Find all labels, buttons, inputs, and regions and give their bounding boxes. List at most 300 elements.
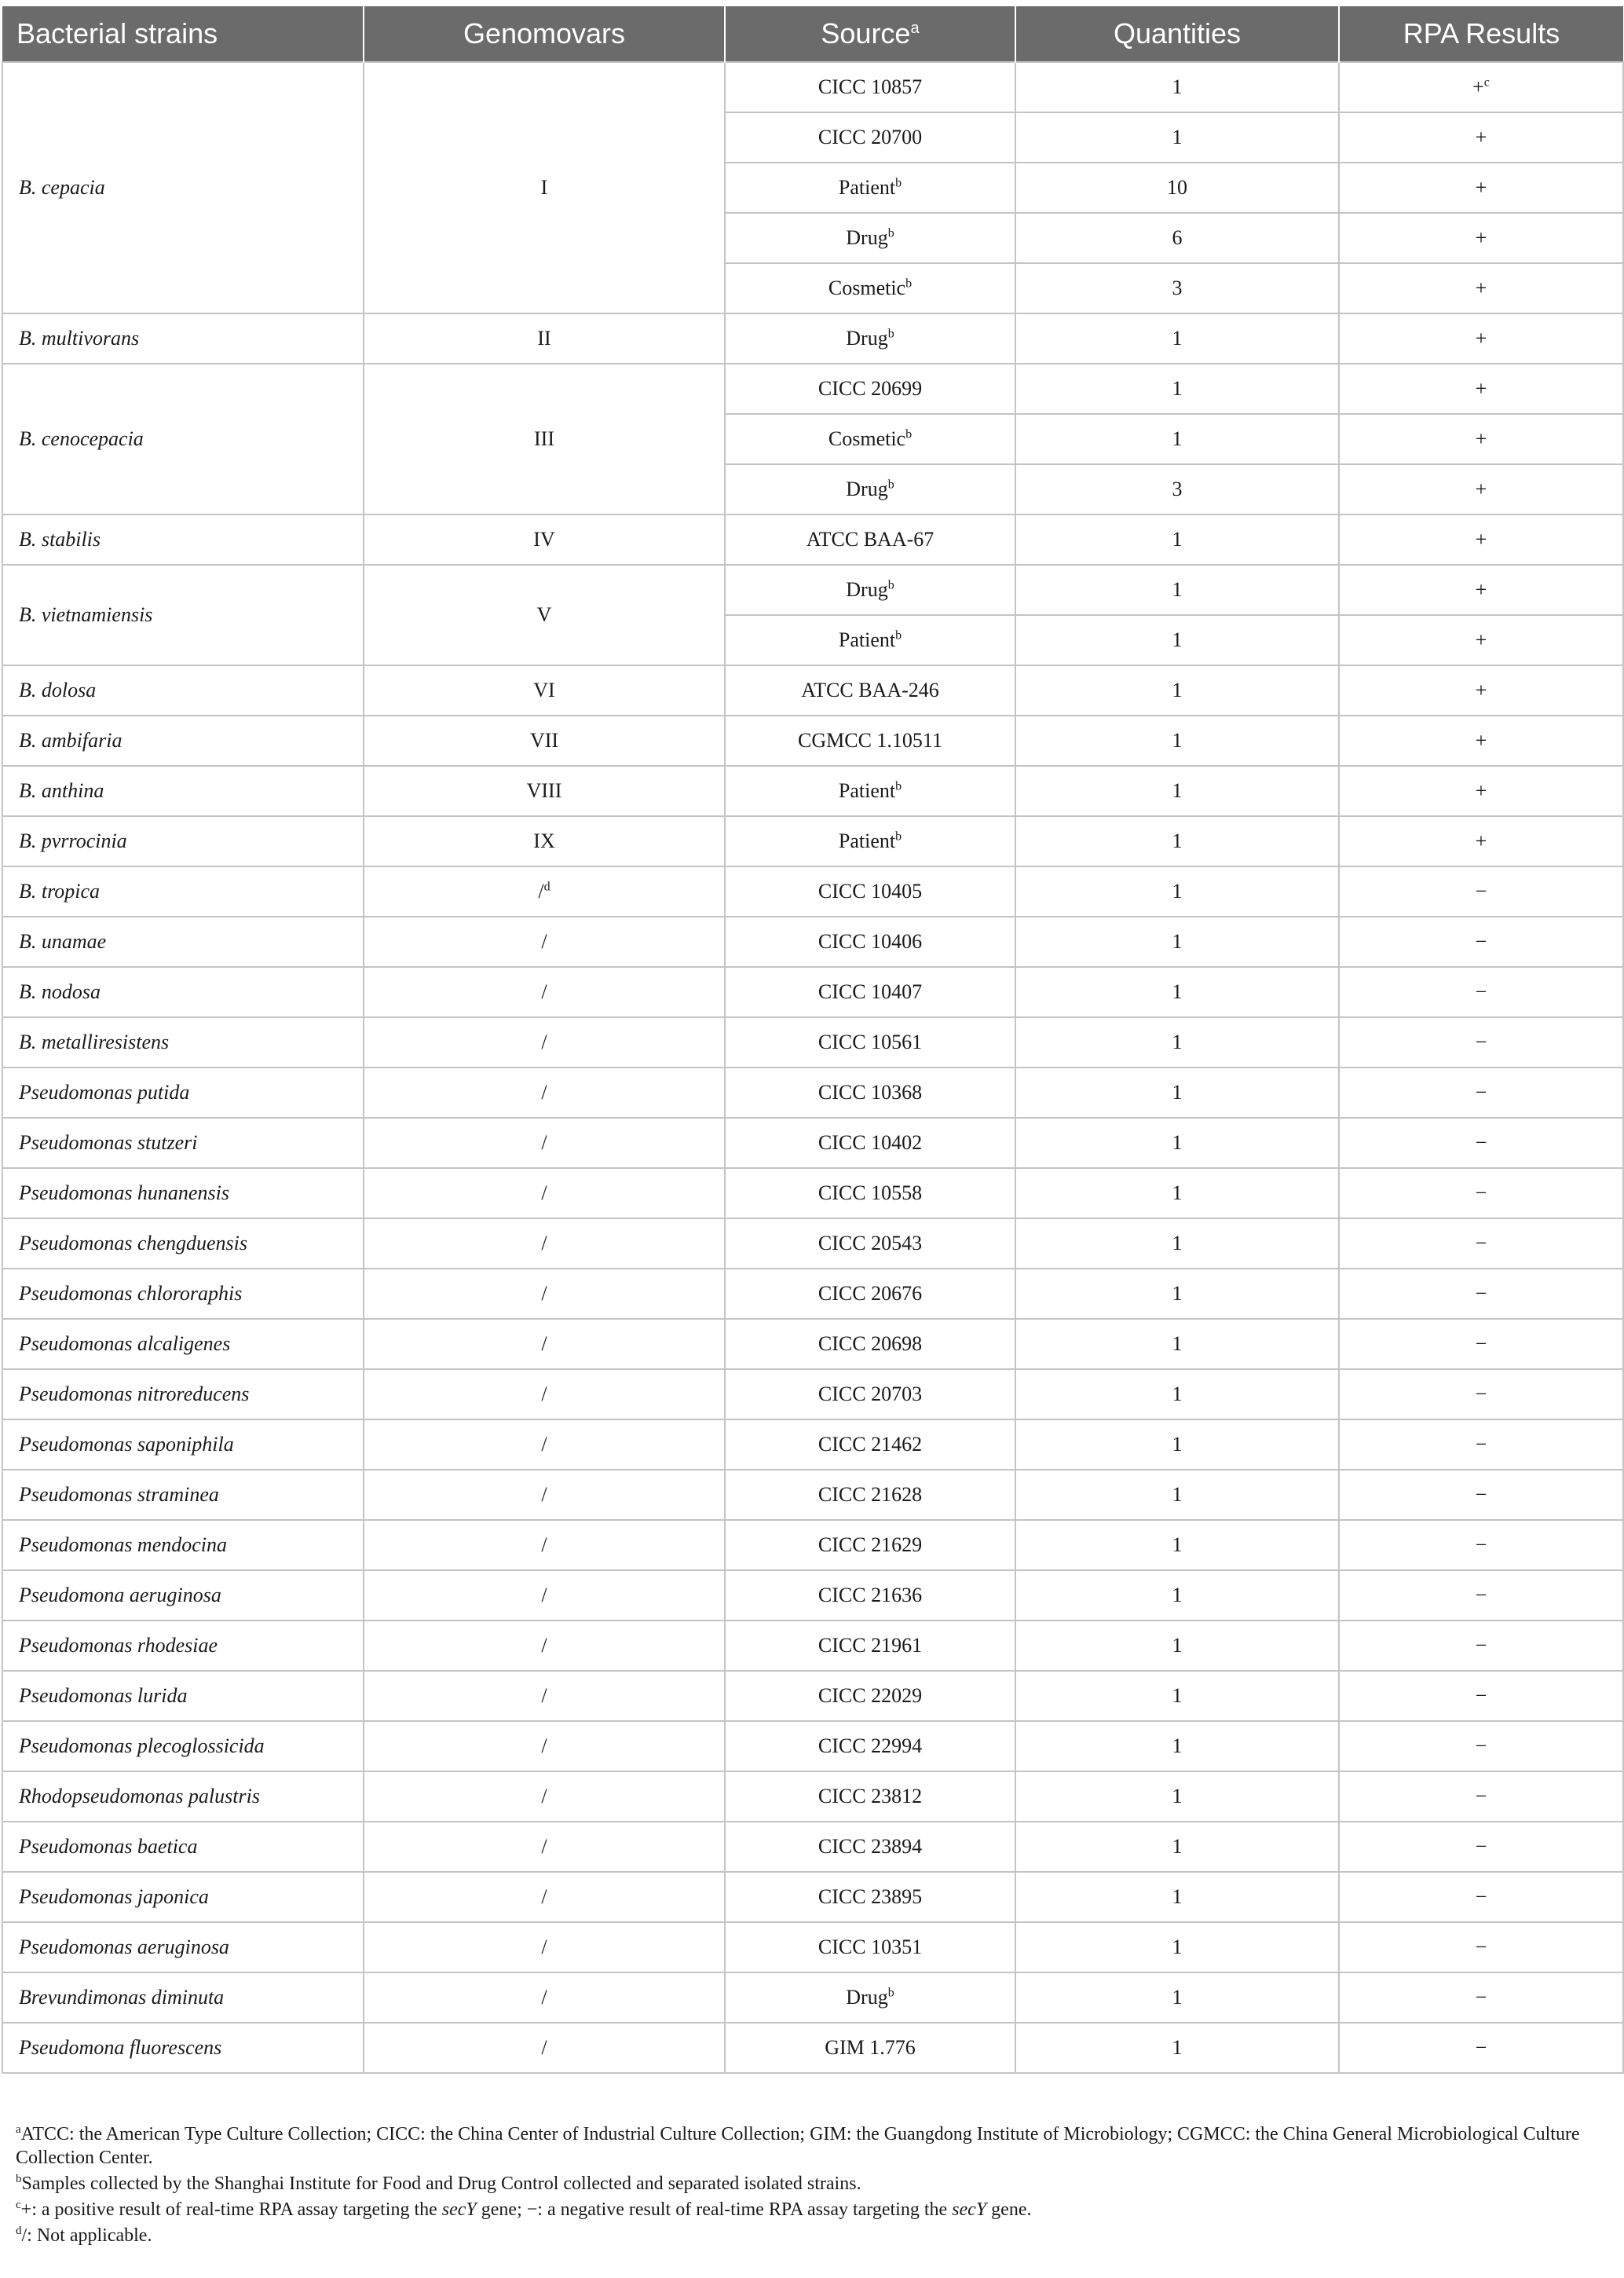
strain-name-cell: B. metalliresistens — [2, 1017, 364, 1068]
source-cell — [725, 1520, 1015, 1570]
rpa-result-value: + — [1475, 679, 1487, 701]
genomovar-cell — [364, 665, 725, 716]
rpa-result-cell — [1339, 1570, 1623, 1621]
rpa-result-value: + — [1475, 226, 1487, 249]
quantity-cell: 1 — [1015, 1068, 1339, 1118]
header-source — [725, 6, 1015, 62]
header-genomovar: Genomovars — [364, 6, 725, 62]
genomovar-value: V — [536, 603, 552, 626]
genomovar-value: / — [541, 1131, 547, 1154]
source-value: CICC 10351 — [817, 1936, 923, 1958]
table-row — [2, 665, 1623, 716]
source-cell — [725, 364, 1015, 414]
table-row — [2, 1621, 1623, 1671]
footnote-marker: b — [887, 578, 894, 592]
quantity-cell: 6 — [1015, 213, 1339, 263]
table-row — [2, 866, 1623, 917]
source-value: CICC 21628 — [817, 1483, 923, 1506]
strain-name-cell: Pseudomonas saponiphila — [2, 1419, 364, 1470]
source-cell — [725, 62, 1015, 112]
table-row — [2, 1168, 1623, 1218]
source-value: CICC 21961 — [817, 1634, 923, 1657]
strain-name-cell: Pseudomonas aeruginosa — [2, 1922, 364, 1972]
genomovar-value: / — [541, 930, 547, 953]
source-value: CICC 22994 — [817, 1734, 923, 1757]
genomovar-cell — [364, 866, 725, 917]
source-value: Patient — [838, 830, 896, 852]
quantity-cell: 1 — [1015, 615, 1339, 665]
source-cell — [725, 112, 1015, 163]
rpa-result-value: − — [1475, 930, 1487, 953]
footnotes — [16, 2122, 1610, 2250]
strain-name-cell: B. nodosa — [2, 967, 364, 1017]
quantity-cell: 1 — [1015, 917, 1339, 967]
source-cell — [725, 967, 1015, 1017]
table-header-row — [2, 6, 1623, 62]
rpa-result-value: + — [1472, 75, 1484, 98]
genomovar-value: / — [541, 1433, 547, 1456]
rpa-result-cell — [1339, 464, 1623, 515]
genomovar-cell — [364, 1771, 725, 1822]
quantity-cell: 1 — [1015, 716, 1339, 766]
table-row — [2, 1470, 1623, 1520]
footnote-text: Samples collected by the Shanghai Institute for Food and Drug Control collected and separated isolated strains. — [21, 2174, 861, 2194]
source-value: CICC 21636 — [817, 1584, 923, 1606]
source-cell — [725, 1872, 1015, 1922]
quantity-cell: 1 — [1015, 816, 1339, 866]
strains-table — [2, 6, 1624, 2074]
genomovar-cell — [364, 1168, 725, 1218]
quantity-cell: 1 — [1015, 62, 1339, 112]
rpa-result-cell — [1339, 213, 1623, 263]
source-cell — [725, 1218, 1015, 1269]
source-value: CGMCC 1.10511 — [798, 729, 942, 752]
footnote-text: +: a positive result of real-time RPA assay targeting the — [20, 2199, 442, 2220]
quantity-cell: 1 — [1015, 565, 1339, 615]
quantity-cell: 1 — [1015, 1118, 1339, 1168]
source-cell — [725, 1822, 1015, 1872]
rpa-result-value: − — [1475, 1433, 1487, 1456]
rpa-result-value: − — [1475, 1081, 1487, 1104]
table-row — [2, 1319, 1623, 1369]
quantity-cell: 1 — [1015, 766, 1339, 816]
genomovar-value: / — [541, 1684, 547, 1707]
rpa-result-value: − — [1475, 1684, 1487, 1707]
source-value: CICC 23894 — [817, 1835, 923, 1858]
genomovar-value: / — [541, 1031, 547, 1053]
source-cell — [725, 1570, 1015, 1621]
strain-name-cell: Pseudomonas chlororaphis — [2, 1269, 364, 1319]
genomovar-value: / — [541, 1282, 547, 1305]
genomovar-value: III — [534, 427, 554, 450]
header-strain: Bacterial strains — [2, 6, 364, 62]
source-cell — [725, 565, 1015, 615]
rpa-result-cell — [1339, 1068, 1623, 1118]
rpa-result-value: + — [1475, 478, 1487, 500]
source-cell — [725, 816, 1015, 866]
source-cell — [725, 515, 1015, 565]
strain-name-cell: Pseudomonas straminea — [2, 1470, 364, 1520]
rpa-result-value: − — [1475, 1986, 1487, 2009]
source-cell — [725, 766, 1015, 816]
quantity-cell: 1 — [1015, 1721, 1339, 1771]
rpa-result-cell — [1339, 313, 1623, 364]
table-row — [2, 917, 1623, 967]
genomovar-cell — [364, 515, 725, 565]
quantity-cell: 1 — [1015, 112, 1339, 163]
rpa-result-value: − — [1475, 1734, 1487, 1757]
quantity-cell: 1 — [1015, 1369, 1339, 1419]
footnote-marker: b — [887, 478, 894, 492]
genomovar-cell — [364, 1570, 725, 1621]
source-value: CICC 10857 — [817, 75, 923, 98]
rpa-result-value: − — [1475, 1181, 1487, 1204]
rpa-result-value: − — [1475, 1282, 1487, 1305]
genomovar-value: / — [541, 1332, 547, 1355]
source-cell — [725, 1017, 1015, 1068]
strain-name-cell: Pseudomonas mendocina — [2, 1520, 364, 1570]
quantity-cell: 1 — [1015, 1218, 1339, 1269]
rpa-result-value: − — [1475, 1936, 1487, 1958]
quantity-cell: 1 — [1015, 2023, 1339, 2073]
table-row — [2, 1671, 1623, 1721]
table-row — [2, 1369, 1623, 1419]
genomovar-value: / — [541, 1081, 547, 1104]
quantity-cell: 1 — [1015, 1922, 1339, 1972]
rpa-result-value: − — [1475, 1031, 1487, 1053]
footnote-marker: b — [895, 176, 902, 190]
table-row — [2, 1972, 1623, 2023]
footnote-marker: d — [543, 880, 550, 894]
source-cell — [725, 1319, 1015, 1369]
rpa-result-cell — [1339, 1671, 1623, 1721]
source-cell — [725, 414, 1015, 464]
source-cell — [725, 1972, 1015, 2023]
rpa-result-value: − — [1475, 1584, 1487, 1606]
source-value: Cosmetic — [828, 277, 906, 299]
source-value: Drug — [846, 1986, 888, 2009]
rpa-result-cell — [1339, 2023, 1623, 2073]
footnote-mark: a — [16, 2123, 21, 2136]
rpa-result-value: − — [1475, 980, 1487, 1003]
genomovar-value: / — [541, 1383, 547, 1405]
quantity-cell: 1 — [1015, 1168, 1339, 1218]
quantity-cell: 1 — [1015, 1771, 1339, 1822]
genomovar-cell — [364, 1218, 725, 1269]
genomovar-value: / — [541, 1634, 547, 1657]
quantity-cell: 1 — [1015, 665, 1339, 716]
genomovar-cell — [364, 1621, 725, 1671]
rpa-result-value: + — [1475, 578, 1487, 601]
source-cell — [725, 213, 1015, 263]
source-value: Drug — [846, 478, 888, 500]
rpa-result-value: − — [1475, 1885, 1487, 1908]
table-body — [2, 62, 1623, 2073]
genomovar-cell — [364, 1269, 725, 1319]
rpa-result-value: − — [1475, 1131, 1487, 1154]
rpa-result-cell — [1339, 364, 1623, 414]
genomovar-cell — [364, 313, 725, 364]
quantity-cell: 1 — [1015, 1269, 1339, 1319]
source-cell — [725, 263, 1015, 313]
rpa-result-cell — [1339, 1721, 1623, 1771]
table-row — [2, 2023, 1623, 2073]
source-value: CICC 20703 — [817, 1383, 923, 1405]
table-row — [2, 62, 1623, 112]
source-value: CICC 10368 — [817, 1081, 923, 1104]
footnote-marker: b — [895, 628, 902, 643]
source-cell — [725, 1419, 1015, 1470]
source-value: CICC 23812 — [817, 1785, 923, 1807]
rpa-result-cell — [1339, 866, 1623, 917]
quantity-cell: 1 — [1015, 1017, 1339, 1068]
strain-name-cell: Pseudomonas alcaligenes — [2, 1319, 364, 1369]
rpa-result-cell — [1339, 1017, 1623, 1068]
quantity-cell: 1 — [1015, 1470, 1339, 1520]
source-value: ATCC BAA-67 — [806, 528, 935, 551]
source-value: Patient — [838, 779, 896, 802]
genomovar-value: / — [541, 1232, 547, 1254]
genomovar-value: / — [541, 1533, 547, 1556]
genomovar-cell — [364, 1972, 725, 2023]
strain-name-cell: B. stabilis — [2, 515, 364, 565]
genomovar-cell — [364, 1872, 725, 1922]
strain-name-cell: B. cenocepacia — [2, 364, 364, 515]
genomovar-cell — [364, 62, 725, 313]
genomovar-value: / — [541, 1835, 547, 1858]
rpa-result-cell — [1339, 565, 1623, 615]
rpa-result-value: + — [1475, 729, 1487, 752]
table-row — [2, 1822, 1623, 1872]
table-row — [2, 364, 1623, 414]
genomovar-cell — [364, 1319, 725, 1369]
source-value: CICC 20700 — [817, 126, 923, 148]
footnote-marker: b — [887, 226, 894, 240]
source-cell — [725, 1470, 1015, 1520]
source-value: CICC 20543 — [817, 1232, 923, 1254]
gene-name: secY — [952, 2199, 987, 2220]
table-row — [2, 1771, 1623, 1822]
rpa-result-cell — [1339, 816, 1623, 866]
table-row — [2, 1570, 1623, 1621]
genomovar-cell — [364, 967, 725, 1017]
strain-name-cell: Pseudomonas putida — [2, 1068, 364, 1118]
table-row — [2, 565, 1623, 615]
rpa-result-value: + — [1475, 327, 1487, 350]
quantity-cell: 1 — [1015, 1520, 1339, 1570]
rpa-result-value: − — [1475, 2036, 1487, 2059]
rpa-result-value: − — [1475, 1483, 1487, 1506]
rpa-result-value: + — [1475, 427, 1487, 450]
strain-name-cell: B. dolosa — [2, 665, 364, 716]
quantity-cell: 1 — [1015, 1972, 1339, 2023]
rpa-result-cell — [1339, 1118, 1623, 1168]
quantity-cell: 1 — [1015, 1419, 1339, 1470]
table-row — [2, 1017, 1623, 1068]
rpa-result-cell — [1339, 263, 1623, 313]
table-row — [2, 816, 1623, 866]
genomovar-cell — [364, 917, 725, 967]
rpa-result-cell — [1339, 917, 1623, 967]
footnote-mark: d — [16, 2225, 22, 2237]
source-value: Cosmetic — [828, 427, 906, 450]
strain-name-cell: Pseudomonas hunanensis — [2, 1168, 364, 1218]
rpa-result-cell — [1339, 1419, 1623, 1470]
table-row — [2, 766, 1623, 816]
source-value: Drug — [846, 578, 888, 601]
header-source-label: Source — [821, 17, 911, 49]
quantity-cell: 3 — [1015, 464, 1339, 515]
table-row — [2, 1118, 1623, 1168]
strain-name-cell: Pseudomonas plecoglossicida — [2, 1721, 364, 1771]
source-value: GIM 1.776 — [825, 2036, 916, 2059]
strain-name-cell: Pseudomonas rhodesiae — [2, 1621, 364, 1671]
source-cell — [725, 2023, 1015, 2073]
rpa-result-cell — [1339, 1168, 1623, 1218]
footnote-c — [16, 2198, 1610, 2221]
source-cell — [725, 1068, 1015, 1118]
quantity-cell: 1 — [1015, 1671, 1339, 1721]
rpa-result-value: + — [1475, 528, 1487, 551]
genomovar-cell — [364, 1520, 725, 1570]
source-cell — [725, 665, 1015, 716]
rpa-result-cell — [1339, 62, 1623, 112]
source-value: CICC 10561 — [817, 1031, 923, 1053]
source-cell — [725, 716, 1015, 766]
rpa-result-cell — [1339, 515, 1623, 565]
strain-name-cell: B. vietnamiensis — [2, 565, 364, 665]
table-row — [2, 967, 1623, 1017]
source-value: Drug — [846, 327, 888, 350]
table-row — [2, 1922, 1623, 1972]
rpa-result-cell — [1339, 1218, 1623, 1269]
footnote-text: ATCC: the American Type Culture Collection; CICC: the China Center of Industrial Culture Collection; GIM: the Guangdong Institute of Microbiology; CGMCC: the China General Microbiological Culture Collection Center. — [16, 2124, 1580, 2168]
genomovar-cell — [364, 1419, 725, 1470]
table-row — [2, 1872, 1623, 1922]
genomovar-cell — [364, 1470, 725, 1520]
footnote-marker: b — [895, 830, 902, 844]
source-cell — [725, 1269, 1015, 1319]
genomovar-value: / — [538, 880, 544, 903]
genomovar-cell — [364, 716, 725, 766]
genomovar-cell — [364, 2023, 725, 2073]
source-value: CICC 20699 — [817, 377, 923, 400]
strain-name-cell: Pseudomonas chengduensis — [2, 1218, 364, 1269]
genomovar-cell — [364, 816, 725, 866]
rpa-result-cell — [1339, 1922, 1623, 1972]
rpa-result-cell — [1339, 615, 1623, 665]
footnote-text: gene; −: a negative result of real-time RPA assay targeting the — [476, 2199, 953, 2220]
strain-name-cell: Brevundimonas diminuta — [2, 1972, 364, 2023]
quantity-cell: 3 — [1015, 263, 1339, 313]
source-value: Patient — [838, 628, 896, 651]
rpa-result-cell — [1339, 1470, 1623, 1520]
footnote-marker: b — [895, 779, 902, 793]
quantity-cell: 1 — [1015, 414, 1339, 464]
genomovar-cell — [364, 565, 725, 665]
rpa-result-value: − — [1475, 1634, 1487, 1657]
rpa-result-cell — [1339, 967, 1623, 1017]
source-cell — [725, 1771, 1015, 1822]
genomovar-cell — [364, 766, 725, 816]
source-value: CICC 21462 — [817, 1433, 923, 1456]
source-value: CICC 10407 — [817, 980, 923, 1003]
source-value: ATCC BAA-246 — [801, 679, 939, 701]
source-value: CICC 10402 — [817, 1131, 923, 1154]
strain-name-cell: B. anthina — [2, 766, 364, 816]
rpa-result-cell — [1339, 766, 1623, 816]
strain-name-cell: B. ambifaria — [2, 716, 364, 766]
rpa-result-cell — [1339, 1369, 1623, 1419]
rpa-result-value: + — [1475, 277, 1487, 299]
source-value: CICC 22029 — [817, 1684, 923, 1707]
genomovar-value: VI — [533, 679, 555, 701]
table-row — [2, 313, 1623, 364]
genomovar-value: VII — [529, 729, 559, 752]
genomovar-cell — [364, 1671, 725, 1721]
rpa-result-value: − — [1475, 880, 1487, 903]
table-row — [2, 1068, 1623, 1118]
footnote-d — [16, 2224, 1610, 2247]
source-cell — [725, 1369, 1015, 1419]
source-cell — [725, 615, 1015, 665]
strain-name-cell: Rhodopseudomonas palustris — [2, 1771, 364, 1822]
quantity-cell: 1 — [1015, 364, 1339, 414]
quantity-cell: 1 — [1015, 515, 1339, 565]
source-cell — [725, 1671, 1015, 1721]
strain-name-cell: B. multivorans — [2, 313, 364, 364]
footnote-a — [16, 2122, 1610, 2170]
footnote-marker: b — [887, 1986, 894, 2000]
genomovar-value: IV — [533, 528, 555, 551]
rpa-result-cell — [1339, 163, 1623, 213]
quantity-cell: 1 — [1015, 1621, 1339, 1671]
strain-name-cell: B. pvrrocinia — [2, 816, 364, 866]
genomovar-value: IX — [533, 830, 555, 852]
table-row — [2, 1419, 1623, 1470]
genomovar-cell — [364, 1822, 725, 1872]
strain-name-cell: Pseudomona fluorescens — [2, 2023, 364, 2073]
rpa-result-cell — [1339, 1822, 1623, 1872]
source-cell — [725, 464, 1015, 515]
header-quantity: Quantities — [1015, 6, 1339, 62]
strain-name-cell: B. tropica — [2, 866, 364, 917]
rpa-result-value: − — [1475, 1383, 1487, 1405]
genomovar-cell — [364, 1922, 725, 1972]
genomovar-value: / — [541, 1584, 547, 1606]
rpa-result-value: + — [1475, 377, 1487, 400]
strain-name-cell: Pseudomona aeruginosa — [2, 1570, 364, 1621]
rpa-result-cell — [1339, 1621, 1623, 1671]
strain-name-cell: Pseudomonas baetica — [2, 1822, 364, 1872]
quantity-cell: 10 — [1015, 163, 1339, 213]
rpa-result-cell — [1339, 1520, 1623, 1570]
genomovar-cell — [364, 364, 725, 515]
footnote-mark: c — [16, 2199, 21, 2211]
header-result: RPA Results — [1339, 6, 1623, 62]
rpa-result-cell — [1339, 665, 1623, 716]
header-source-sup: a — [910, 20, 920, 37]
quantity-cell: 1 — [1015, 1872, 1339, 1922]
source-value: CICC 10558 — [817, 1181, 923, 1204]
genomovar-cell — [364, 1118, 725, 1168]
rpa-result-value: + — [1475, 176, 1487, 199]
source-cell — [725, 1721, 1015, 1771]
source-value: CICC 10406 — [817, 930, 923, 953]
genomovar-cell — [364, 1369, 725, 1419]
footnote-marker: b — [887, 327, 894, 341]
genomovar-value: / — [541, 2036, 547, 2059]
